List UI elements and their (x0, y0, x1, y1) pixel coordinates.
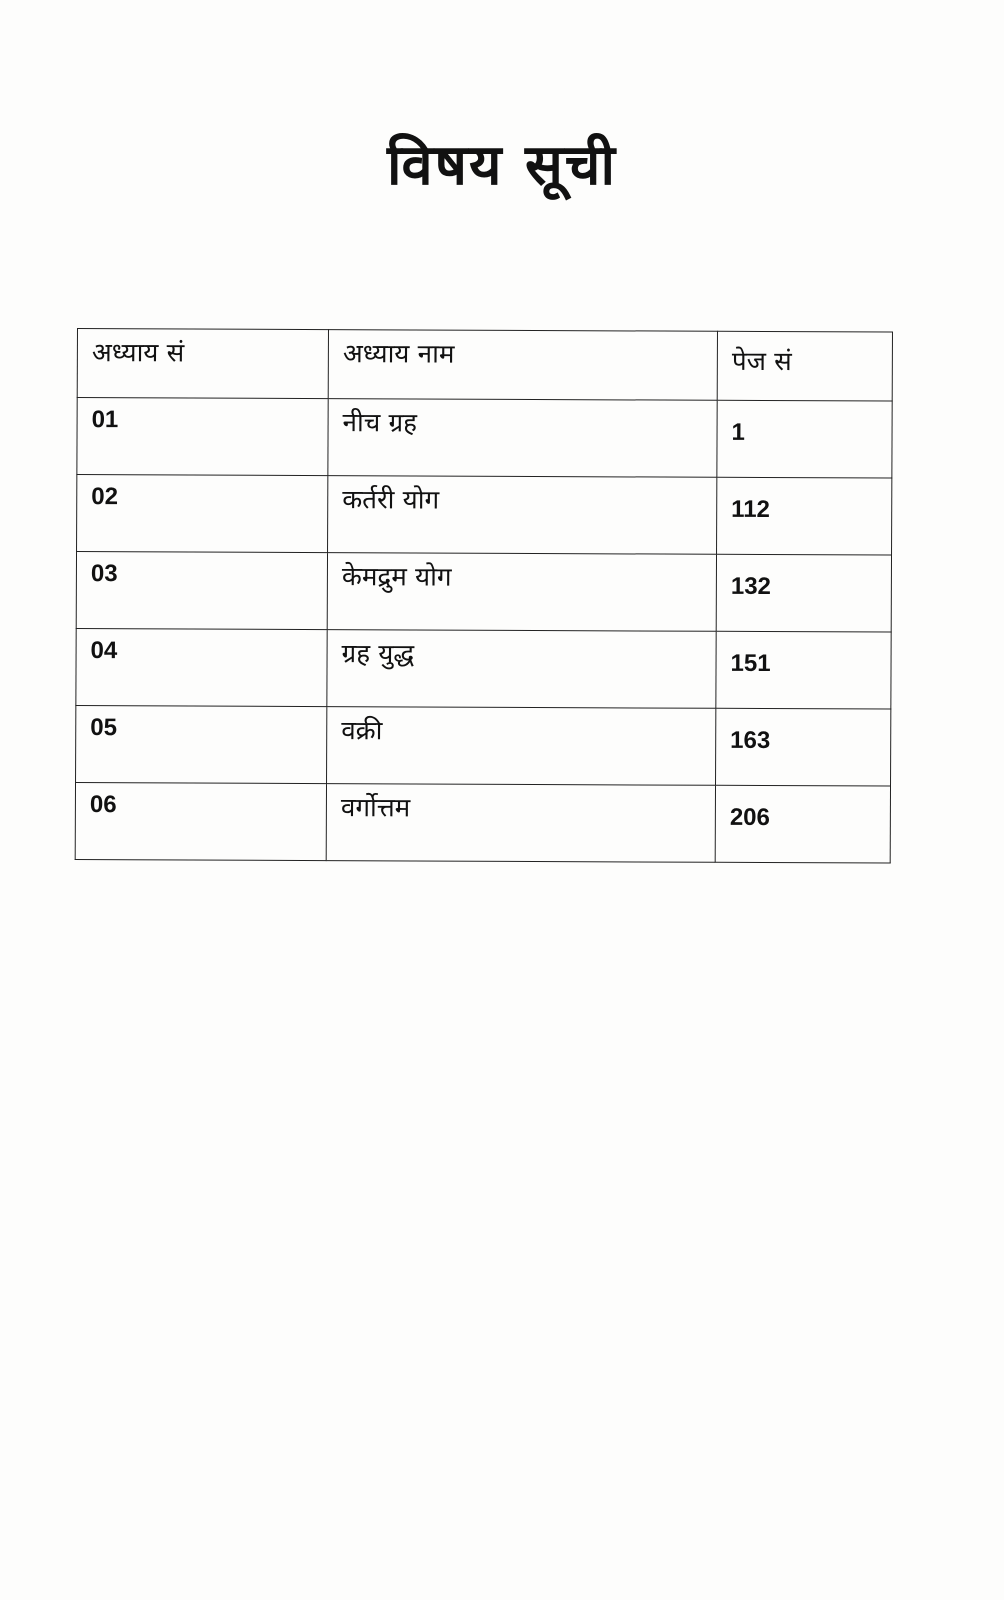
chapter-number: 04 (76, 628, 327, 706)
page-number: 151 (716, 631, 891, 709)
table-row (76, 628, 891, 709)
page-number: 206 (715, 785, 890, 863)
page-number: 163 (716, 708, 891, 786)
page-title: विषय सूची (387, 133, 617, 198)
chapter-name: वक्री (327, 707, 716, 786)
chapter-number: 06 (75, 782, 326, 860)
page-number: 132 (716, 554, 891, 632)
table-row (75, 782, 890, 863)
table-row (77, 398, 892, 479)
contents-table (75, 328, 893, 864)
chapter-number: 05 (76, 705, 327, 783)
chapter-name: वर्गोत्तम (326, 784, 715, 863)
chapter-number: 01 (77, 398, 328, 476)
table-row (76, 552, 891, 633)
table-row (77, 475, 892, 556)
chapter-name: नीच ग्रह (328, 399, 717, 478)
page-number: 1 (717, 400, 892, 478)
chapter-name: ग्रह युद्ध (327, 630, 716, 709)
table-row (76, 705, 891, 786)
header-chapter-number: अध्याय सं (77, 329, 328, 399)
chapter-number: 03 (76, 552, 327, 630)
table-header-row (77, 329, 892, 402)
header-chapter-name: अध्याय नाम (328, 330, 717, 401)
page-number: 112 (717, 477, 892, 555)
chapter-name: केमद्रुम योग (327, 553, 716, 632)
chapter-name: कर्तरी योग (328, 476, 717, 555)
chapter-number: 02 (77, 475, 328, 553)
header-page-number: पेज सं (717, 331, 892, 401)
